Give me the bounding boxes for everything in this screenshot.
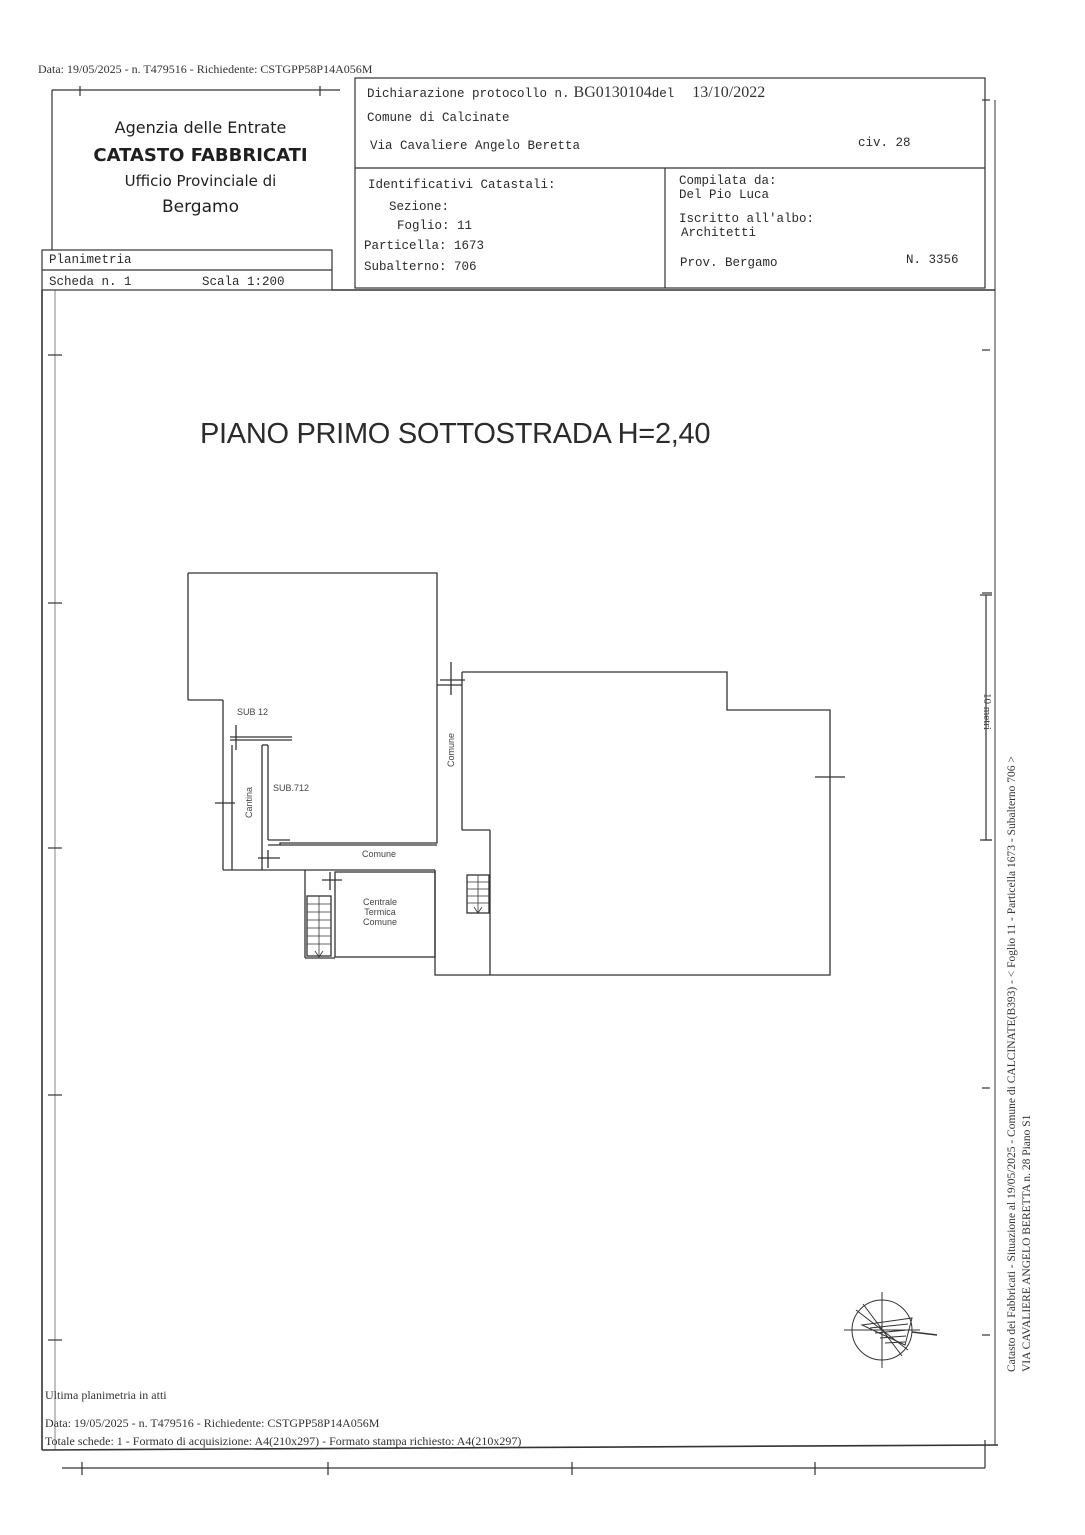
centrale-line-2: Termica — [364, 907, 396, 917]
cadastral-sheet: Foglio: 11 — [397, 219, 473, 233]
side-note-line-2: VIA CAVALIERE ANGELO BERETTA n. 28 Piano S1 — [1021, 1114, 1033, 1372]
compiler-province: Prov. Bergamo — [680, 256, 778, 270]
agency-department: CATASTO FABBRICATI — [93, 145, 308, 166]
sheet-number: Scheda n. 1 — [49, 275, 132, 289]
compiler-name: Del Pio Luca — [679, 188, 770, 202]
declaration-line — [367, 84, 765, 102]
room-label-comune-vertical: Comune — [446, 732, 456, 767]
compiler-number: N. 3356 — [906, 253, 959, 267]
address: Via Cavaliere Angelo Beretta — [370, 139, 581, 153]
side-note-line-1: Catasto dei Fabbricati - Situazione al 19/05/2025 - Comune di CALCINATE(B393) - < Foglio 11 - Particella 1673 - Subalterno 706 > — [1006, 756, 1018, 1372]
agency-name: Agenzia delle Entrate — [114, 118, 287, 137]
agency-office: Ufficio Provinciale di — [124, 172, 277, 190]
cadastral-parcel: Particella: 1673 — [364, 239, 485, 253]
cadastral-section: Sezione: — [389, 200, 450, 214]
sheet-type: Planimetria — [49, 253, 132, 267]
room-label-sub712: SUB.712 — [273, 783, 310, 793]
room-label-sub12: SUB 12 — [237, 707, 269, 717]
protocol-number: BG0130104 — [573, 84, 652, 101]
compiler-label: Compilata da: — [679, 174, 777, 188]
cadastral-heading: Identificativi Catastali: — [368, 178, 556, 192]
centrale-line-1: Centrale — [362, 897, 398, 907]
agency-city: Bergamo — [162, 197, 239, 217]
room-label-centrale — [361, 897, 399, 927]
declaration-prefix: Dichiarazione protocollo n. — [367, 87, 570, 101]
register-name: Architetti — [681, 226, 757, 240]
protocol-date: 13/10/2022 — [692, 84, 766, 101]
cadastral-subunit: Subalterno: 706 — [364, 260, 477, 274]
register-label: Iscritto all'albo: — [679, 212, 815, 226]
side-note — [1005, 756, 1035, 1372]
ruler-label: 10 metri — [981, 693, 993, 730]
footer-request: Data: 19/05/2025 - n. T479516 - Richiedente: CSTGPP58P14A056M — [45, 1416, 380, 1430]
footer-totals: Totale schede: 1 - Formato di acquisizione: A4(210x297) - Formato stampa richiesto: A4(210x297) — [45, 1434, 522, 1448]
date-prefix: del — [651, 87, 675, 101]
room-label-cantina: Cantina — [244, 786, 254, 818]
centrale-line-3: Comune — [362, 917, 398, 927]
request-note: Data: 19/05/2025 - n. T479516 - Richiedente: CSTGPP58P14A056M — [38, 62, 373, 76]
civic-number: civ. 28 — [858, 136, 911, 150]
last-plan-note: Ultima planimetria in atti — [45, 1388, 167, 1402]
room-label-comune-horizontal: Comune — [362, 849, 397, 859]
municipality: Comune di Calcinate — [367, 111, 510, 125]
sheet-scale: Scala 1:200 — [202, 275, 285, 289]
floor-title: PIANO PRIMO SOTTOSTRADA H=2,40 — [200, 418, 711, 450]
